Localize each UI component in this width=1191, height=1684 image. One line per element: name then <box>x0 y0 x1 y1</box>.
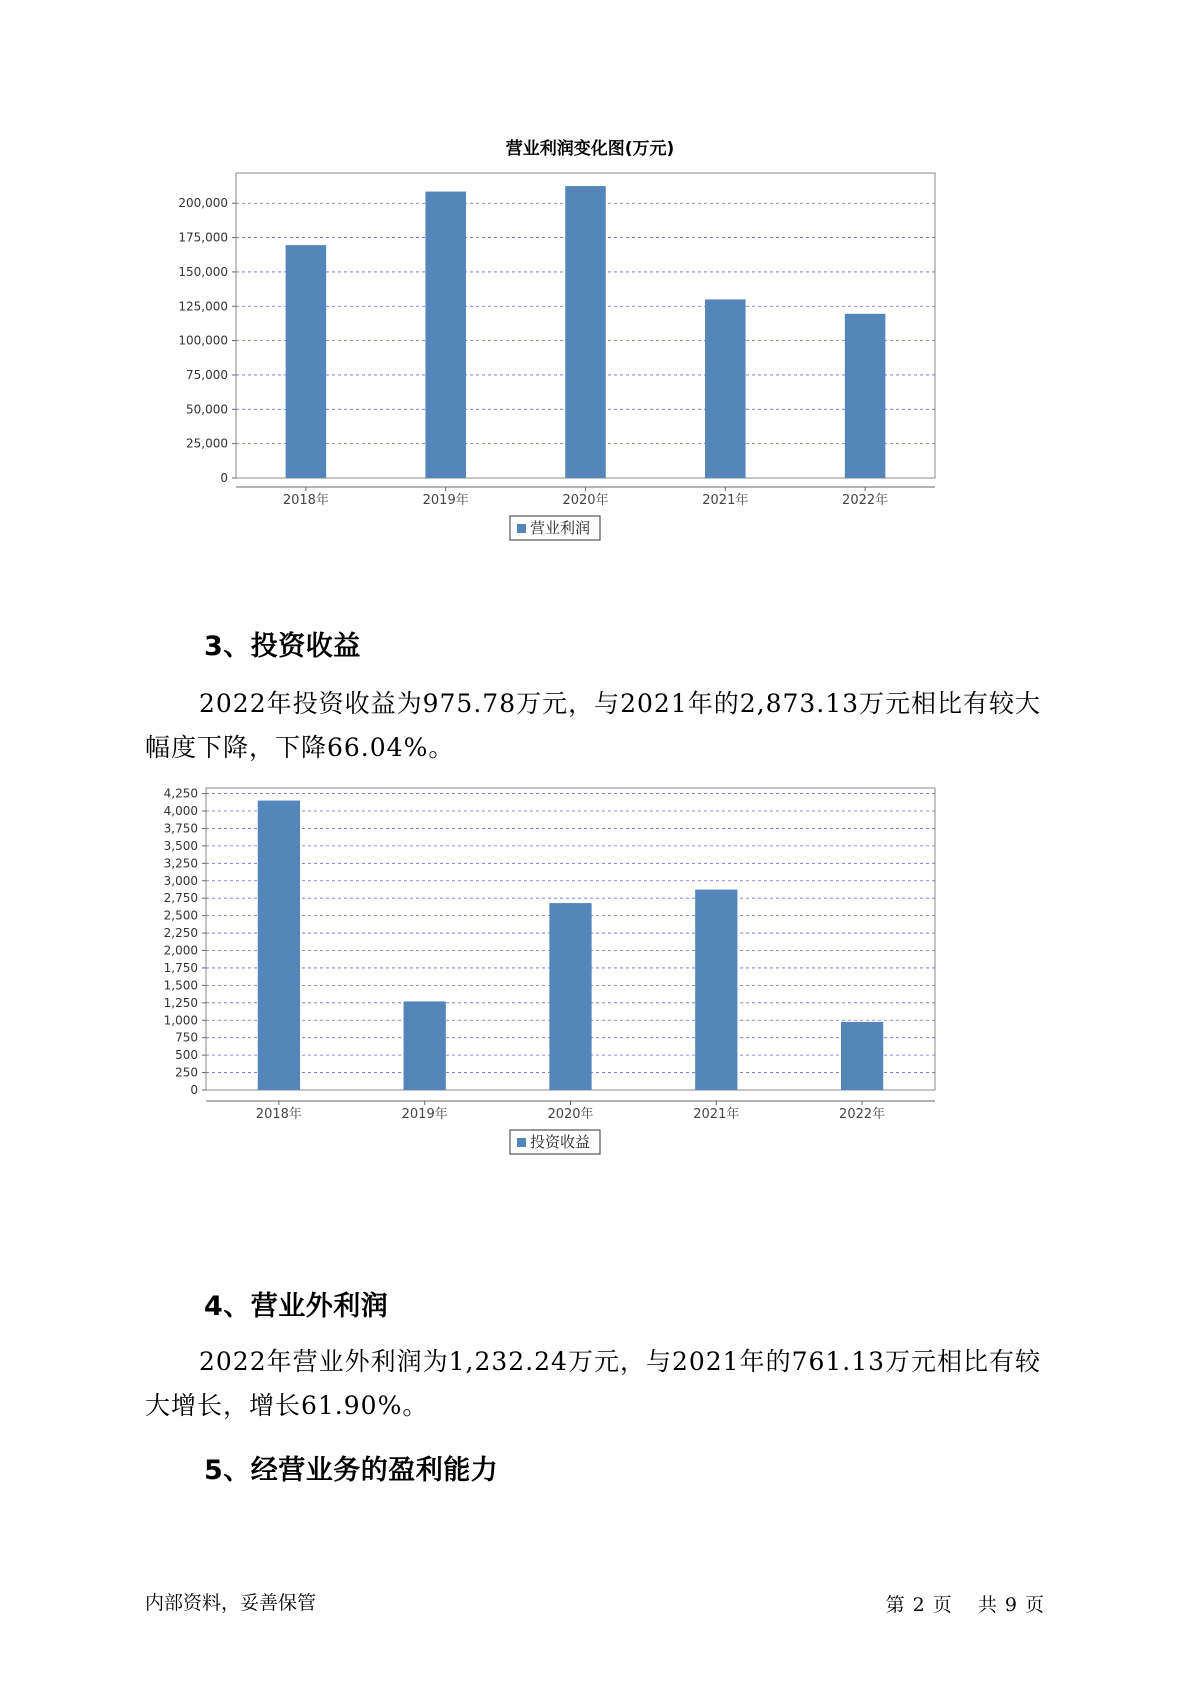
bar <box>549 903 591 1090</box>
bar <box>258 801 300 1090</box>
bar <box>425 192 466 478</box>
bar <box>286 245 327 478</box>
bar <box>705 299 746 478</box>
footer-confidential-note: 内部资料，妥善保管 <box>145 1592 317 1614</box>
y-tick-label: 1,250 <box>163 995 198 1010</box>
section-heading-non-operating-profit: 4、营业外利润 <box>204 1291 389 1322</box>
investment-income-chart <box>150 786 1030 1244</box>
y-tick-label: 200,000 <box>178 196 228 211</box>
page-prefix: 第 <box>885 1594 905 1616</box>
x-tick-label: 2021年 <box>702 493 749 508</box>
y-tick-label: 150,000 <box>178 264 228 279</box>
page-unit: 页 <box>932 1594 952 1616</box>
bar <box>695 890 737 1090</box>
y-tick-label: 3,750 <box>163 821 198 836</box>
y-tick-label: 750 <box>175 1030 198 1045</box>
footer-page-number <box>882 1590 1048 1617</box>
y-tick-label: 3,250 <box>163 856 198 871</box>
y-tick-label: 500 <box>175 1048 198 1063</box>
y-tick-label: 0 <box>190 1083 198 1097</box>
y-tick-label: 75,000 <box>186 367 228 382</box>
x-tick-label: 2020年 <box>547 1107 594 1122</box>
bar-chart-svg <box>150 128 1030 558</box>
y-tick-label: 2,500 <box>163 908 198 923</box>
legend-swatch <box>517 524 526 533</box>
y-tick-label: 100,000 <box>178 333 228 348</box>
x-tick-label: 2020年 <box>562 493 609 508</box>
total-prefix: 共 <box>977 1594 997 1616</box>
y-tick-label: 125,000 <box>178 299 228 314</box>
bar <box>404 1001 446 1090</box>
y-tick-label: 175,000 <box>178 230 228 245</box>
paragraph-investment-income: 2022年投资收益为975.78万元，与2021年的2,873.13万元相比有较大幅度下降，下降66.04%。 <box>145 689 1042 762</box>
y-tick-label: 3,000 <box>163 873 198 888</box>
bar <box>841 1022 883 1090</box>
x-tick-label: 2022年 <box>839 1107 886 1122</box>
legend-swatch <box>517 1138 526 1147</box>
legend-label: 营业利润 <box>530 519 591 537</box>
page-number: 2 <box>912 1594 925 1616</box>
y-tick-label: 2,750 <box>163 891 198 906</box>
x-tick-label: 2019年 <box>422 493 469 508</box>
y-tick-label: 1,000 <box>163 1013 198 1028</box>
total-unit: 页 <box>1024 1594 1044 1616</box>
y-tick-label: 4,000 <box>163 804 198 819</box>
x-tick-label: 2019年 <box>401 1107 448 1122</box>
operating-profit-chart <box>150 128 1030 558</box>
bar <box>565 186 606 478</box>
y-tick-label: 3,500 <box>163 838 198 853</box>
x-tick-label: 2018年 <box>282 493 329 508</box>
y-tick-label: 0 <box>220 471 228 485</box>
x-tick-label: 2021年 <box>693 1107 740 1122</box>
y-tick-label: 2,000 <box>163 943 198 958</box>
x-tick-label: 2022年 <box>842 493 889 508</box>
chart-title: 营业利润变化图(万元) <box>505 139 675 159</box>
y-tick-label: 1,750 <box>163 960 198 975</box>
y-tick-label: 1,500 <box>163 978 198 993</box>
y-tick-label: 50,000 <box>186 402 228 417</box>
paragraph-non-operating-profit: 2022年营业外利润为1,232.24万元，与2021年的761.13万元相比有较大增长，增长61.90%。 <box>145 1347 1042 1420</box>
legend-label: 投资收益 <box>530 1133 591 1151</box>
y-tick-label: 25,000 <box>186 436 228 451</box>
total-pages: 9 <box>1004 1594 1017 1616</box>
x-tick-label: 2018年 <box>255 1107 302 1122</box>
bar-chart-svg <box>150 786 1030 1244</box>
y-tick-label: 4,250 <box>163 786 198 801</box>
section-heading-profitability: 5、经营业务的盈利能力 <box>204 1455 499 1486</box>
y-tick-label: 250 <box>175 1065 198 1080</box>
section-heading-investment-income: 3、投资收益 <box>204 631 361 662</box>
y-tick-label: 2,250 <box>163 926 198 941</box>
bar <box>845 314 886 478</box>
